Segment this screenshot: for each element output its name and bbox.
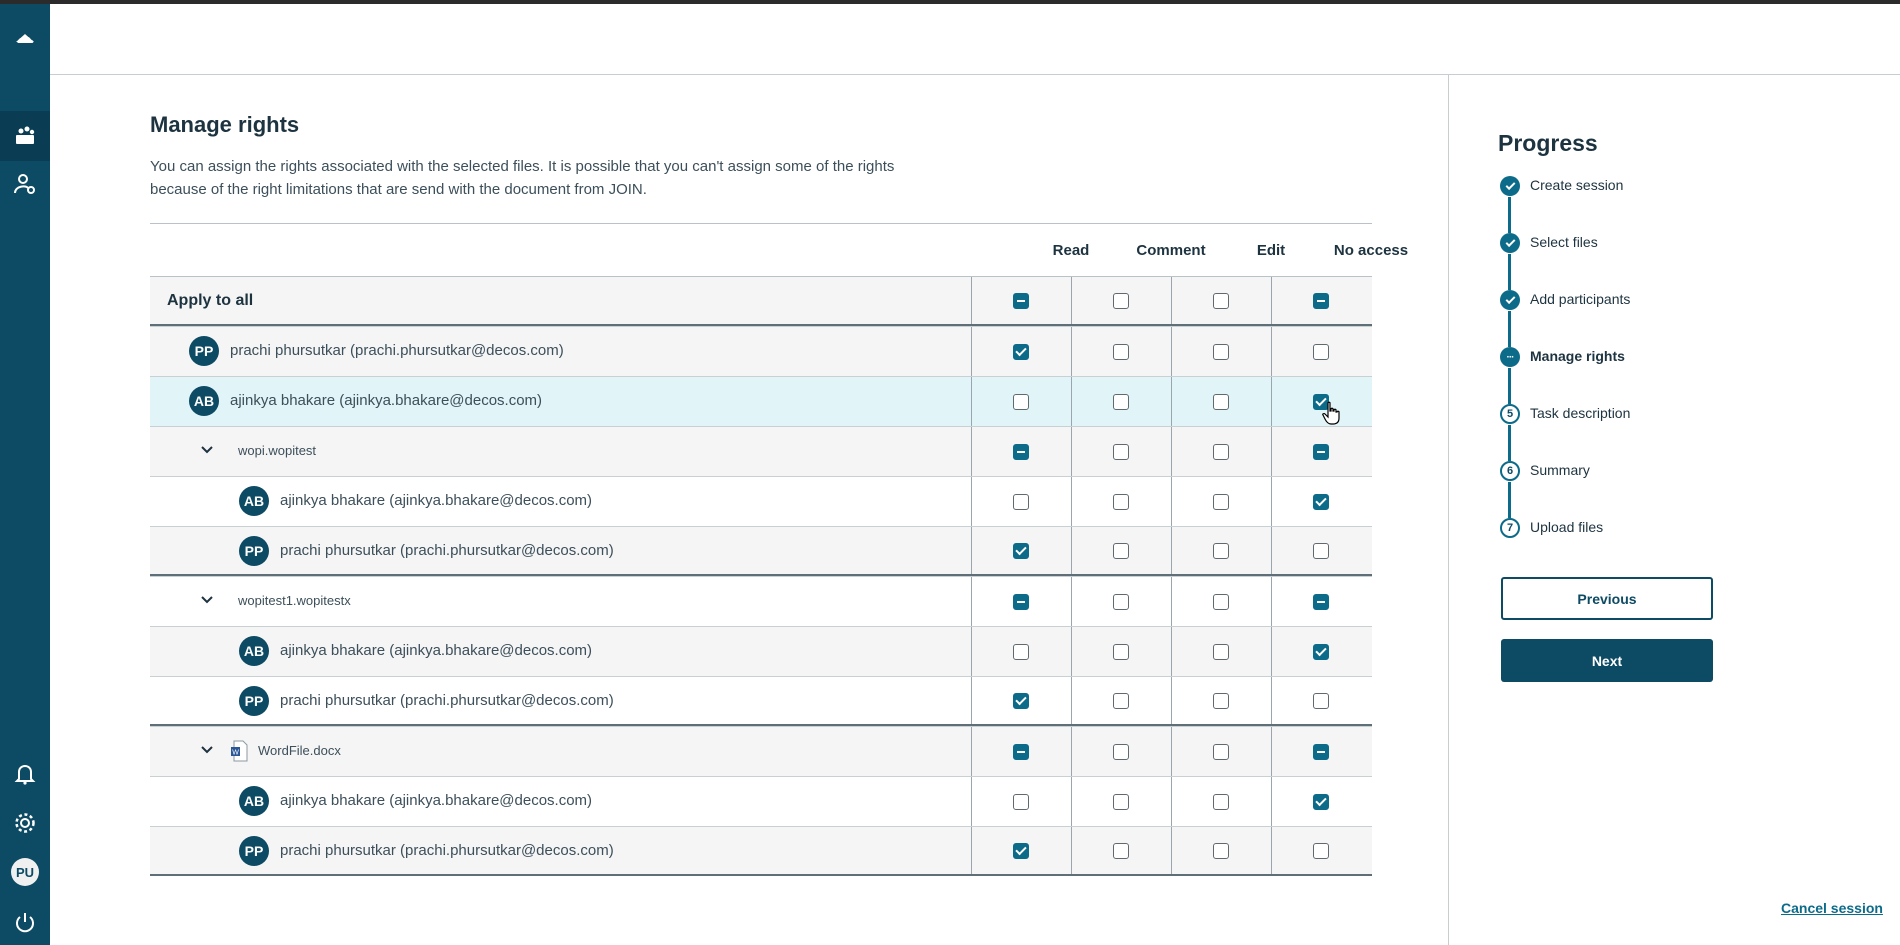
word-document-icon [230,740,248,762]
table-header [150,223,1409,276]
participant-row [150,376,1372,426]
participant-row [150,526,1372,576]
apply-to-all-row [150,276,1372,326]
no-access-checkbox[interactable] [1313,644,1329,660]
column-no-access: No access [1333,242,1409,259]
step-number: 6 [1500,461,1520,481]
read-checkbox[interactable] [1013,693,1029,709]
participant-name: ajinkya bhakare (ajinkya.bhakare@decos.com) [280,492,593,509]
step-label: Select files [1530,234,1598,250]
table-body [150,326,1372,876]
comment-checkbox[interactable] [1113,693,1129,709]
edit-checkbox[interactable] [1213,794,1229,810]
read-checkbox[interactable] [1013,444,1029,460]
file-name: WordFile.docx [258,743,341,758]
participant-name: ajinkya bhakare (ajinkya.bhakare@decos.com) [230,392,543,409]
edit-checkbox[interactable] [1213,594,1229,610]
apply-all-read-checkbox[interactable] [1013,293,1029,309]
column-edit: Edit [1256,242,1286,259]
edit-checkbox[interactable] [1213,543,1229,559]
no-access-checkbox[interactable] [1313,744,1329,760]
power-icon[interactable] [0,902,50,942]
step-number: ··· [1500,347,1520,367]
step-label: Add participants [1530,291,1631,307]
participant-name: prachi phursutkar (prachi.phursutkar@decos.com) [280,842,614,859]
file-row [150,426,1372,476]
read-checkbox[interactable] [1013,344,1029,360]
hand-cursor-icon [1322,401,1340,425]
edit-checkbox[interactable] [1213,394,1229,410]
user-settings-icon[interactable] [0,164,50,204]
comment-checkbox[interactable] [1113,744,1129,760]
user-avatar[interactable] [0,852,50,892]
comment-checkbox[interactable] [1113,444,1129,460]
participant-name: prachi phursutkar (prachi.phursutkar@decos.com) [280,692,614,709]
step-label: Task description [1530,405,1631,421]
read-checkbox[interactable] [1013,744,1029,760]
edit-checkbox[interactable] [1213,693,1229,709]
step-label: Create session [1530,177,1624,193]
step-label: Summary [1530,462,1590,478]
no-access-checkbox[interactable] [1313,543,1329,559]
file-name: wopitest1.wopitestx [238,593,351,608]
read-checkbox[interactable] [1013,794,1029,810]
avatar-initials: PU [11,858,39,886]
read-checkbox[interactable] [1013,543,1029,559]
page-title: Manage rights [150,112,300,137]
comment-checkbox[interactable] [1113,543,1129,559]
cloud-logo-icon[interactable] [0,18,50,58]
chevron-down-icon[interactable] [198,741,216,759]
next-button[interactable]: Next [1501,639,1713,682]
participant-avatar: AB [239,636,269,666]
participant-row [150,476,1372,526]
progress-title: Progress [1498,130,1598,156]
step-label: Upload files [1530,519,1604,535]
read-checkbox[interactable] [1013,494,1029,510]
comment-checkbox[interactable] [1113,794,1129,810]
step-number: 5 [1500,404,1520,424]
edit-checkbox[interactable] [1213,744,1229,760]
participant-name: ajinkya bhakare (ajinkya.bhakare@decos.com) [280,642,593,659]
participant-row [150,826,1372,876]
step-label: Manage rights [1530,348,1625,364]
participant-avatar: PP [239,686,269,716]
top-bar [50,4,1900,75]
comment-checkbox[interactable] [1113,594,1129,610]
file-name: wopi.wopitest [238,443,317,458]
edit-checkbox[interactable] [1213,344,1229,360]
read-checkbox[interactable] [1013,644,1029,660]
chevron-down-icon[interactable] [198,591,216,609]
no-access-checkbox[interactable] [1313,494,1329,510]
comment-checkbox[interactable] [1113,344,1129,360]
column-comment: Comment [1136,242,1206,259]
step-number: 7 [1500,518,1520,538]
participant-avatar: PP [239,536,269,566]
comment-checkbox[interactable] [1113,644,1129,660]
bell-icon[interactable] [0,754,50,794]
participant-row [150,326,1372,376]
edit-checkbox[interactable] [1213,644,1229,660]
apply-all-edit-checkbox[interactable] [1213,293,1229,309]
participant-row [150,626,1372,676]
check-icon [1500,176,1520,196]
panel-divider [1448,75,1449,945]
read-checkbox[interactable] [1013,394,1029,410]
comment-checkbox[interactable] [1113,843,1129,859]
participant-avatar: AB [239,786,269,816]
comment-checkbox[interactable] [1113,394,1129,410]
check-icon [1500,290,1520,310]
apply-all-no-access-checkbox[interactable] [1313,293,1329,309]
check-icon [1500,233,1520,253]
page-description: You can assign the rights associated with the selected files. It is possible that you can't assign some of the rights because of the right limitations that are send with the document from JOIN. [150,158,895,198]
participant-name: ajinkya bhakare (ajinkya.bhakare@decos.com) [280,792,593,809]
column-read: Read [1052,242,1090,259]
no-access-checkbox[interactable] [1313,693,1329,709]
no-access-checkbox[interactable] [1313,843,1329,859]
file-row [150,576,1372,626]
gear-icon[interactable] [0,803,50,843]
sessions-icon[interactable] [0,111,50,161]
no-access-checkbox[interactable] [1313,594,1329,610]
participant-row [150,676,1372,726]
participant-name: prachi phursutkar (prachi.phursutkar@decos.com) [280,542,614,559]
chevron-down-icon[interactable] [198,441,216,459]
read-checkbox[interactable] [1013,843,1029,859]
apply-to-all-label: Apply to all [167,292,254,309]
previous-button[interactable]: Previous [1501,577,1713,620]
participant-avatar: AB [189,386,219,416]
comment-checkbox[interactable] [1113,494,1129,510]
edit-checkbox[interactable] [1213,843,1229,859]
no-access-checkbox[interactable] [1313,444,1329,460]
file-row [150,726,1372,776]
rights-table [150,223,1409,876]
cancel-session-link[interactable]: Cancel session [1781,900,1883,916]
svg-text:W: W [232,749,239,757]
participant-avatar: AB [239,486,269,516]
participant-avatar: PP [189,336,219,366]
edit-checkbox[interactable] [1213,494,1229,510]
participant-name: prachi phursutkar (prachi.phursutkar@decos.com) [230,342,564,359]
participant-row [150,776,1372,826]
sidebar [0,4,50,945]
no-access-checkbox[interactable] [1313,794,1329,810]
read-checkbox[interactable] [1013,594,1029,610]
apply-all-comment-checkbox[interactable] [1113,293,1129,309]
edit-checkbox[interactable] [1213,444,1229,460]
participant-avatar: PP [239,836,269,866]
no-access-checkbox[interactable] [1313,344,1329,360]
